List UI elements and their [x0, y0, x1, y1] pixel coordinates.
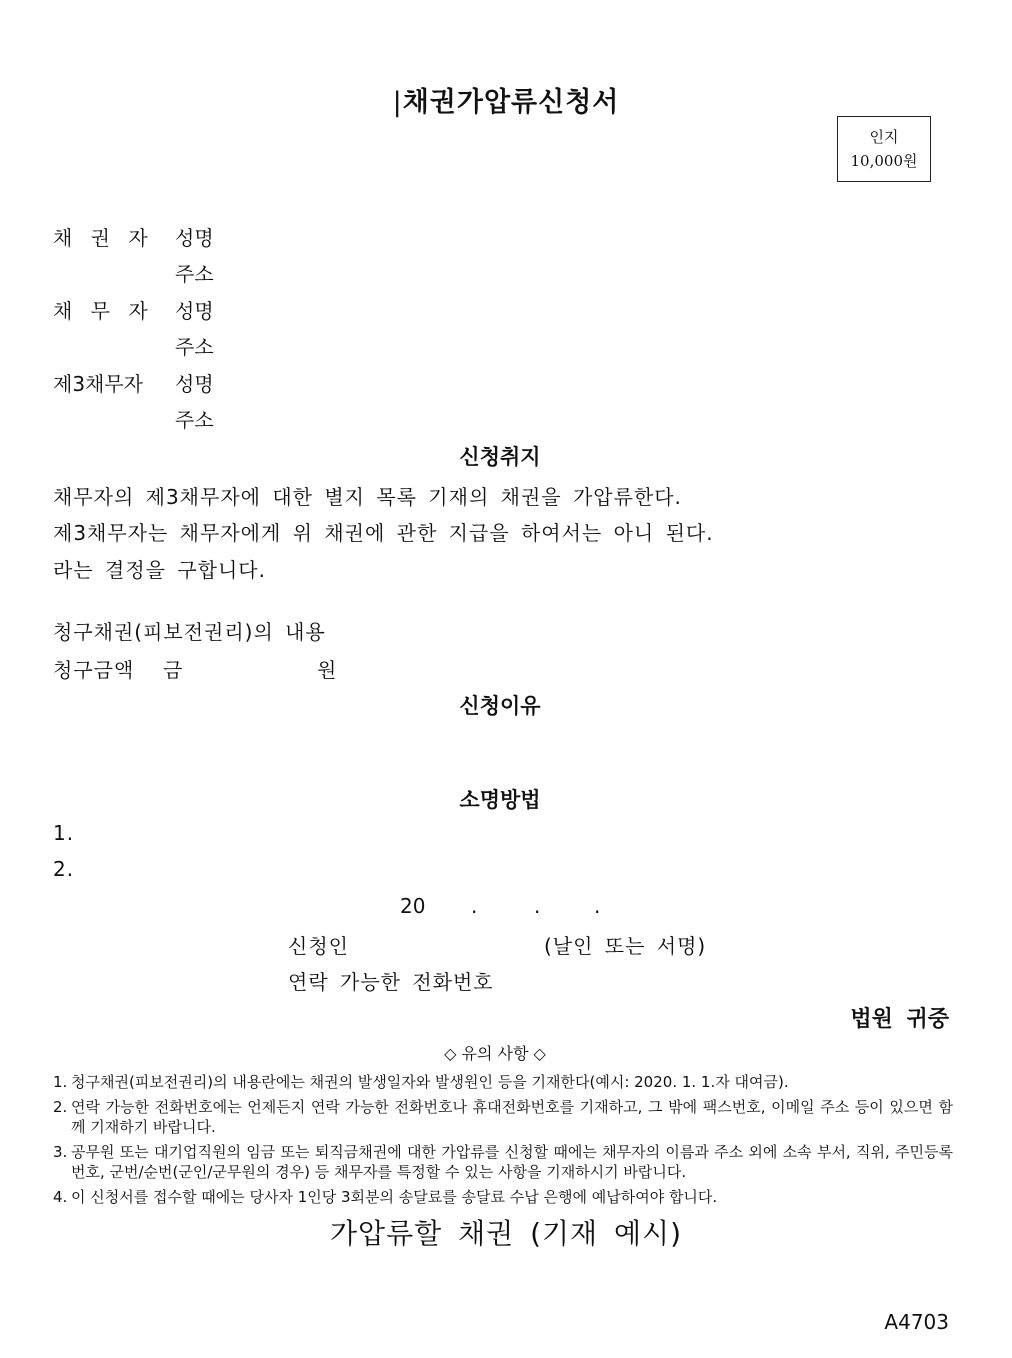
creditor-label: 채 권 자: [53, 226, 154, 250]
applicant-phone-label: 연락 가능한 전화번호: [288, 970, 494, 994]
court-addressee: 법원 귀중: [850, 1007, 949, 1032]
date-dot-2: .: [534, 894, 541, 918]
purpose-line-3: 라는 결정을 구합니다.: [53, 558, 266, 582]
stamp-label: 인지: [869, 128, 899, 146]
notes-heading: ◇ 유의 사항 ◇: [444, 1044, 546, 1063]
date-dot-1: .: [471, 894, 478, 918]
proof-heading: 소명방법: [459, 788, 541, 812]
stamp-amount: 10,000원: [850, 152, 918, 170]
proof-item-1: 1.: [53, 821, 75, 845]
debtor-name-label: 성명: [175, 299, 214, 323]
reason-heading: 신청이유: [459, 694, 541, 718]
note-text: 청구채권(피보전권리)의 내용란에는 채권의 발생일자와 발생원인 등을 기재한다(예시: 2020. 1. 1.자 대여금).: [71, 1073, 789, 1091]
note-number: 4.: [53, 1188, 68, 1206]
note-number: 1.: [53, 1073, 68, 1091]
applicant-seal-note: (날인 또는 서명): [544, 934, 707, 958]
example-heading: 가압류할 채권 (기재 예시): [329, 1217, 683, 1250]
notes-list: [53, 1072, 953, 1212]
third-debtor-name-label: 성명: [175, 372, 214, 396]
debtor-address-label: 주소: [175, 335, 214, 359]
date-dot-3: .: [594, 894, 601, 918]
claim-amount-prefix: 금: [163, 658, 183, 682]
creditor-name-label: 성명: [175, 226, 214, 250]
creditor-address-label: 주소: [175, 262, 214, 286]
applicant-label: 신청인: [288, 934, 349, 958]
note-number: 3.: [53, 1143, 68, 1161]
date-year: 20: [400, 894, 426, 918]
third-debtor-label: 제3채무자: [53, 372, 144, 396]
purpose-heading: 신청취지: [459, 445, 541, 469]
purpose-line-1: 채무자의 제3채무자에 대한 별지 목록 기재의 채권을 가압류한다.: [53, 485, 682, 509]
claim-content-label: 청구채권(피보전권리)의 내용: [53, 620, 326, 644]
note-text: 공무원 또는 대기업직원의 임금 또는 퇴직금채권에 대한 가압류를 신청할 때에는 채무자의 이름과 주소 외에 소속 부서, 직위, 주민등록번호, 군번/순번(군인/군무원의 경우) 등 채무자를 특정할 수 있는 사항을 기재하시기 바랍니다.: [71, 1143, 953, 1181]
note-item-3: [53, 1142, 953, 1182]
note-item-4: [53, 1187, 953, 1207]
note-item-2: [53, 1097, 953, 1137]
form-code: A4703: [884, 1310, 949, 1334]
claim-amount-label: 청구금액: [53, 658, 135, 682]
cursor-mark: |: [392, 87, 403, 118]
note-text: 이 신청서를 접수할 때에는 당사자 1인당 3회분의 송달료를 송달료 수납 은행에 예납하여야 합니다.: [71, 1188, 718, 1206]
note-text: 연락 가능한 전화번호에는 언제든지 연락 가능한 전화번호나 휴대전화번호를 기재하고, 그 밖에 팩스번호, 이메일 주소 등이 있으면 함께 기재하기 바랍니다.: [71, 1098, 953, 1136]
document-title-text: 채권가압류신청서: [402, 87, 620, 118]
document-title: [0, 80, 1012, 119]
debtor-label: 채 무 자: [53, 299, 154, 323]
third-debtor-address-label: 주소: [175, 408, 214, 432]
purpose-line-2: 제3채무자는 채무자에게 위 채권에 관한 지급을 하여서는 아니 된다.: [53, 521, 714, 545]
note-number: 2.: [53, 1098, 68, 1116]
proof-item-2: 2.: [53, 857, 75, 881]
note-item-1: [53, 1072, 953, 1092]
revenue-stamp-box: [837, 116, 931, 182]
claim-amount-unit: 원: [317, 658, 337, 682]
